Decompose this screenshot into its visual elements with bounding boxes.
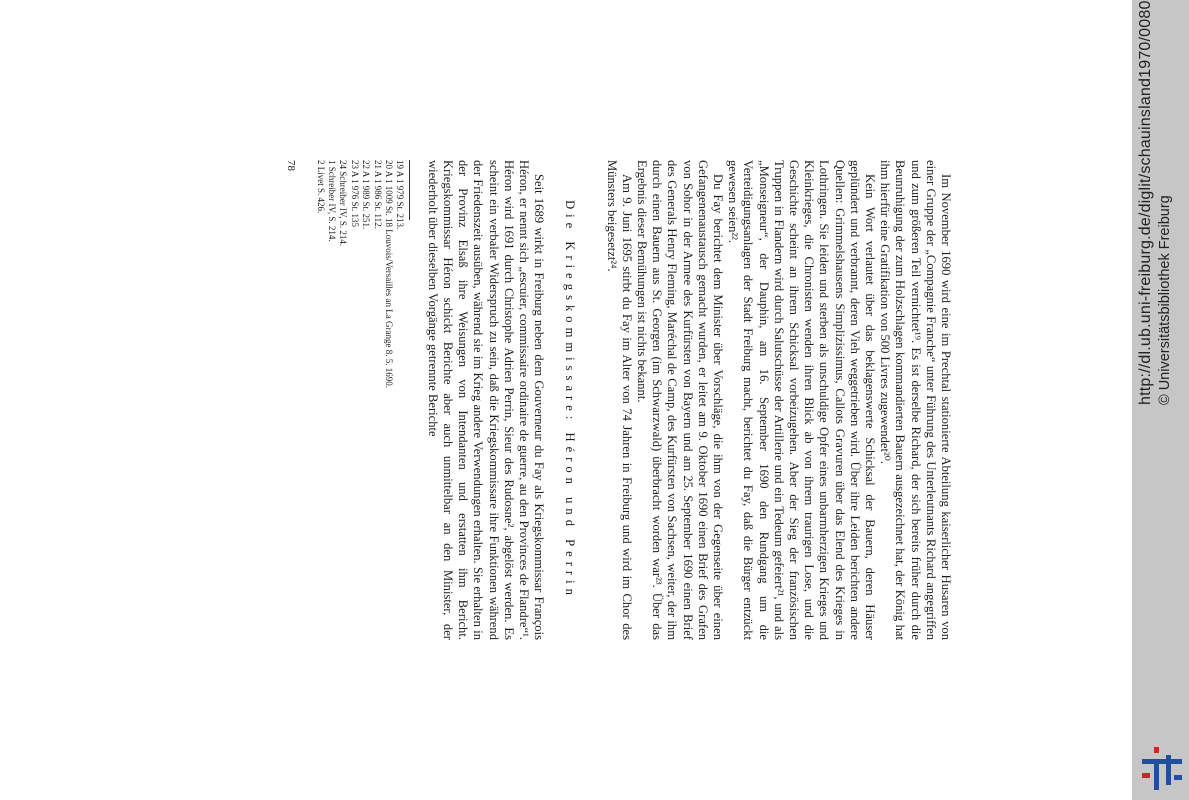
page-number: 78 <box>285 160 298 171</box>
footnote-item: 2 Livet S. 426. <box>315 160 326 214</box>
footnote-item: 23 A 1 976 St. 135 <box>349 160 360 228</box>
footnotes <box>314 160 410 640</box>
copyright-notice: © Universitätsbibliothek Freiburg <box>1157 195 1173 405</box>
source-url-link[interactable]: http://dl.ub.uni-freiburg.de/diglit/schauinsland1970/0080 <box>1137 0 1154 405</box>
footnote-item: 22 A 1 989 St. 251. <box>361 160 372 230</box>
footnote-item: 21 A 1 986 St. 112. <box>372 160 383 229</box>
paragraph-4: Am 9. Juni 1695 stirbt du Fay im Alter von 74 Jahren in Freiburg und wird im Chor des Münsters beigesetzt²⁴. <box>604 160 634 640</box>
footnote-item: 20 A 1 1009 St. 18 Louvois/Versailles an La Grange 8. 5. 1690. <box>384 160 395 388</box>
paragraph-1: Im November 1690 wird eine im Prechtal stationierte Abteilung kaiserlicher Husaren von einer Gruppe der „Compagnie Franche“ unter Führung des Unterleutnants Richard angegriffen und zum größeren Teil vernichtet¹⁹. Es ist derselbe Richard, der sich bereits früher durch die Beunruhigung der zum Holzschlagen kommandierten Bauern ausgezeichnet hat, der König hat ihm hierfür eine Gratifikation von 500 Livres zugewendet²⁰. <box>878 160 953 640</box>
sidebar-text <box>1137 0 1173 405</box>
paragraph-2: Kein Wort verlautet über das beklagenswerte Schicksal der Bauern, deren Häuser geplündert und verbrannt, deren Vieh weggetrieben wird. Über ihre Leiden berichten andere Quellen: Grimmelshausens Simplizissimus, Callots Gravuren über das Elend des Krieges in Lothringen. Sie leiden und sterben als unschuldige Opfer eines unbarmherzigen Krieges und Kleinkrieges, die Chronisten wenden ihren Blick ab von ihrem traurigen Lose, und die Geschichte scheint an ihrem Schicksal vorbeizugehen. Aber der Sieg der französischen Truppen in Flandern wird durch Salutschüsse der Artillerie und ein Tedeum gefeiert²¹, und als „Monseigneur“, der Dauphin, am 16. September 1690 den Rundgang um die Verteidigungsanlagen der Stadt Freiburg macht, berichtet du Fay, daß die Bürger entzückt gewesen seien²². <box>726 160 877 640</box>
section-heading: Die Kriegskommissare: Héron und Perrin <box>563 200 578 600</box>
footnote-item: 24 Schreiber IV, S. 214. <box>338 160 349 247</box>
page-content <box>193 160 953 640</box>
paragraph-5: Seit 1689 wirkt in Freiburg neben dem Gouverneur du Fay als Kriegskommissar François Héron, er nennt sich „escuier, commissaire ordinaire de guerre, au den Provinces de Flandre“¹. Héron wird 1691 durch Christophe Adrien Perrin, Sieur des Rudosne², abgelöst werden. Es scheint ein verbaler Widerspruch zu sein, daß die Kriegskommissare ihre Funktionen während der Friedenszeit ausüben, während sie im Krieg andere Verwendungen erhalten. Sie erhalten in der Provinz Elsaß ihre Weisungen von Intendanten und erstatten ihm Bericht. Kriegskommissar Héron schickt Berichte aber auch unmittelbar an den Minister, der wiederholt über dieselben Vorgänge getrennte Berichte <box>425 160 547 640</box>
footnote-item: 19 A 1 979 St. 213. <box>395 160 406 230</box>
footnote-item: 1 Schreiber IV, S. 214. <box>327 160 338 242</box>
footnote-divider <box>410 160 411 220</box>
paragraph-3: Du Fay berichtet dem Minister über Vorschläge, die ihm von der Gegenseite über einen Gefangenenaustausch gemacht wurden, er leitet am 9. Oktober 1690 einen Brief des Grafen von Sohor in der Armee des Kurfürsten von Bayern und am 25. September 1690 einen Brief des Generals Henry Fleming, Maréchal de Camp, des Kurfürsten von Sachsen, weiter, der ihm durch einen Bauern aus St. Georgen (im Schwarzwald) überbracht worden war²³. Über das Ergebnis dieser Bemühungen ist nichts bekannt. <box>634 160 725 640</box>
university-library-logo-icon <box>1140 745 1184 793</box>
